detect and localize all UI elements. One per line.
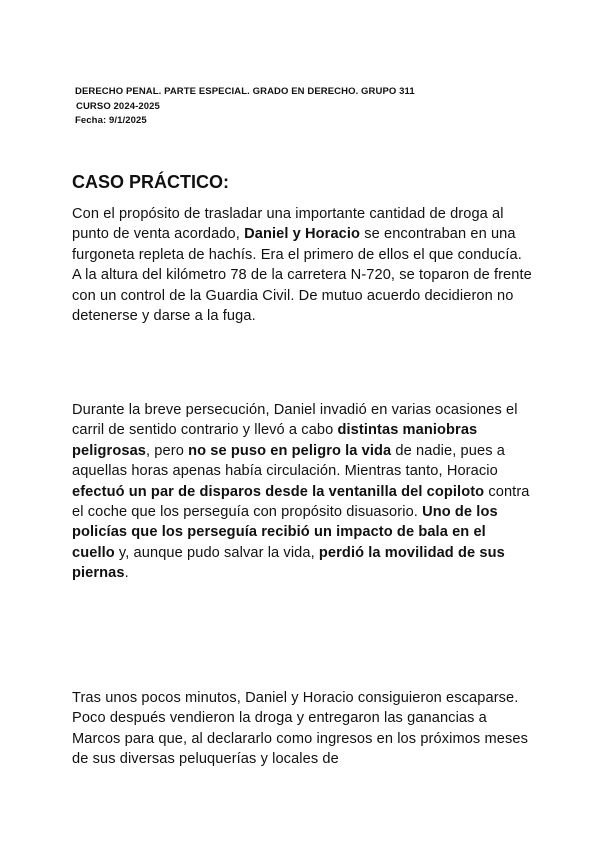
bold-span: no se puso en peligro la vida	[188, 442, 392, 459]
course-header: DERECHO PENAL. PARTE ESPECIAL. GRADO EN DERECHO. GRUPO 311	[75, 86, 415, 97]
text-span: se encontraban en una furgoneta repleta de hachís. Era el primero de ellos el que conducía. A la altura del kilómetro 78 de la carretera N-720, se toparon de frente con un control de la Guardia Civil. De mutuo acuerdo decidieron no detenerse y darse a la fuga.	[72, 226, 532, 325]
paragraph-1	[72, 204, 532, 326]
text-span: , pero	[146, 442, 189, 459]
text-span: y, aunque pudo salvar la vida,	[114, 544, 319, 561]
paragraph-2	[72, 400, 532, 584]
document-date: Fecha: 9/1/2025	[75, 115, 147, 126]
bold-span: perdió la movilidad de sus piernas	[72, 544, 505, 582]
page-title: CASO PRÁCTICO:	[72, 172, 229, 192]
text-span: Con el propósito de trasladar una importante cantidad de droga al punto de venta acordado,	[72, 206, 504, 243]
text-span: de nadie, pues a aquellas horas apenas había circulación. Mientras tanto, Horacio	[72, 442, 505, 480]
bold-span: efectuó un par de disparos desde la ventanilla del copiloto	[72, 483, 485, 500]
academic-year: CURSO 2024-2025	[76, 101, 160, 112]
paragraph-3	[72, 688, 532, 770]
bold-span: Uno de los policías que los perseguía recibió un impacto de bala en el cuello	[72, 504, 498, 561]
text-span: Durante la breve persecución, Daniel invadió en varias ocasiones el carril de sentido contrario y llevó a cabo	[72, 402, 518, 439]
bold-span: distintas maniobras peligrosas	[72, 422, 478, 459]
text-span: contra el coche que los perseguía con propósito disuasorio.	[72, 483, 530, 521]
bold-span: Daniel y Horacio	[244, 226, 361, 243]
text-span: Tras unos pocos minutos, Daniel y Horacio consiguieron escaparse. Poco después vendieron la droga y entregaron las ganancias a Marcos para que, al declararlo como ingresos en los próximos meses de sus diversas peluquerías y locales de	[72, 690, 528, 768]
text-span: .	[124, 565, 129, 582]
